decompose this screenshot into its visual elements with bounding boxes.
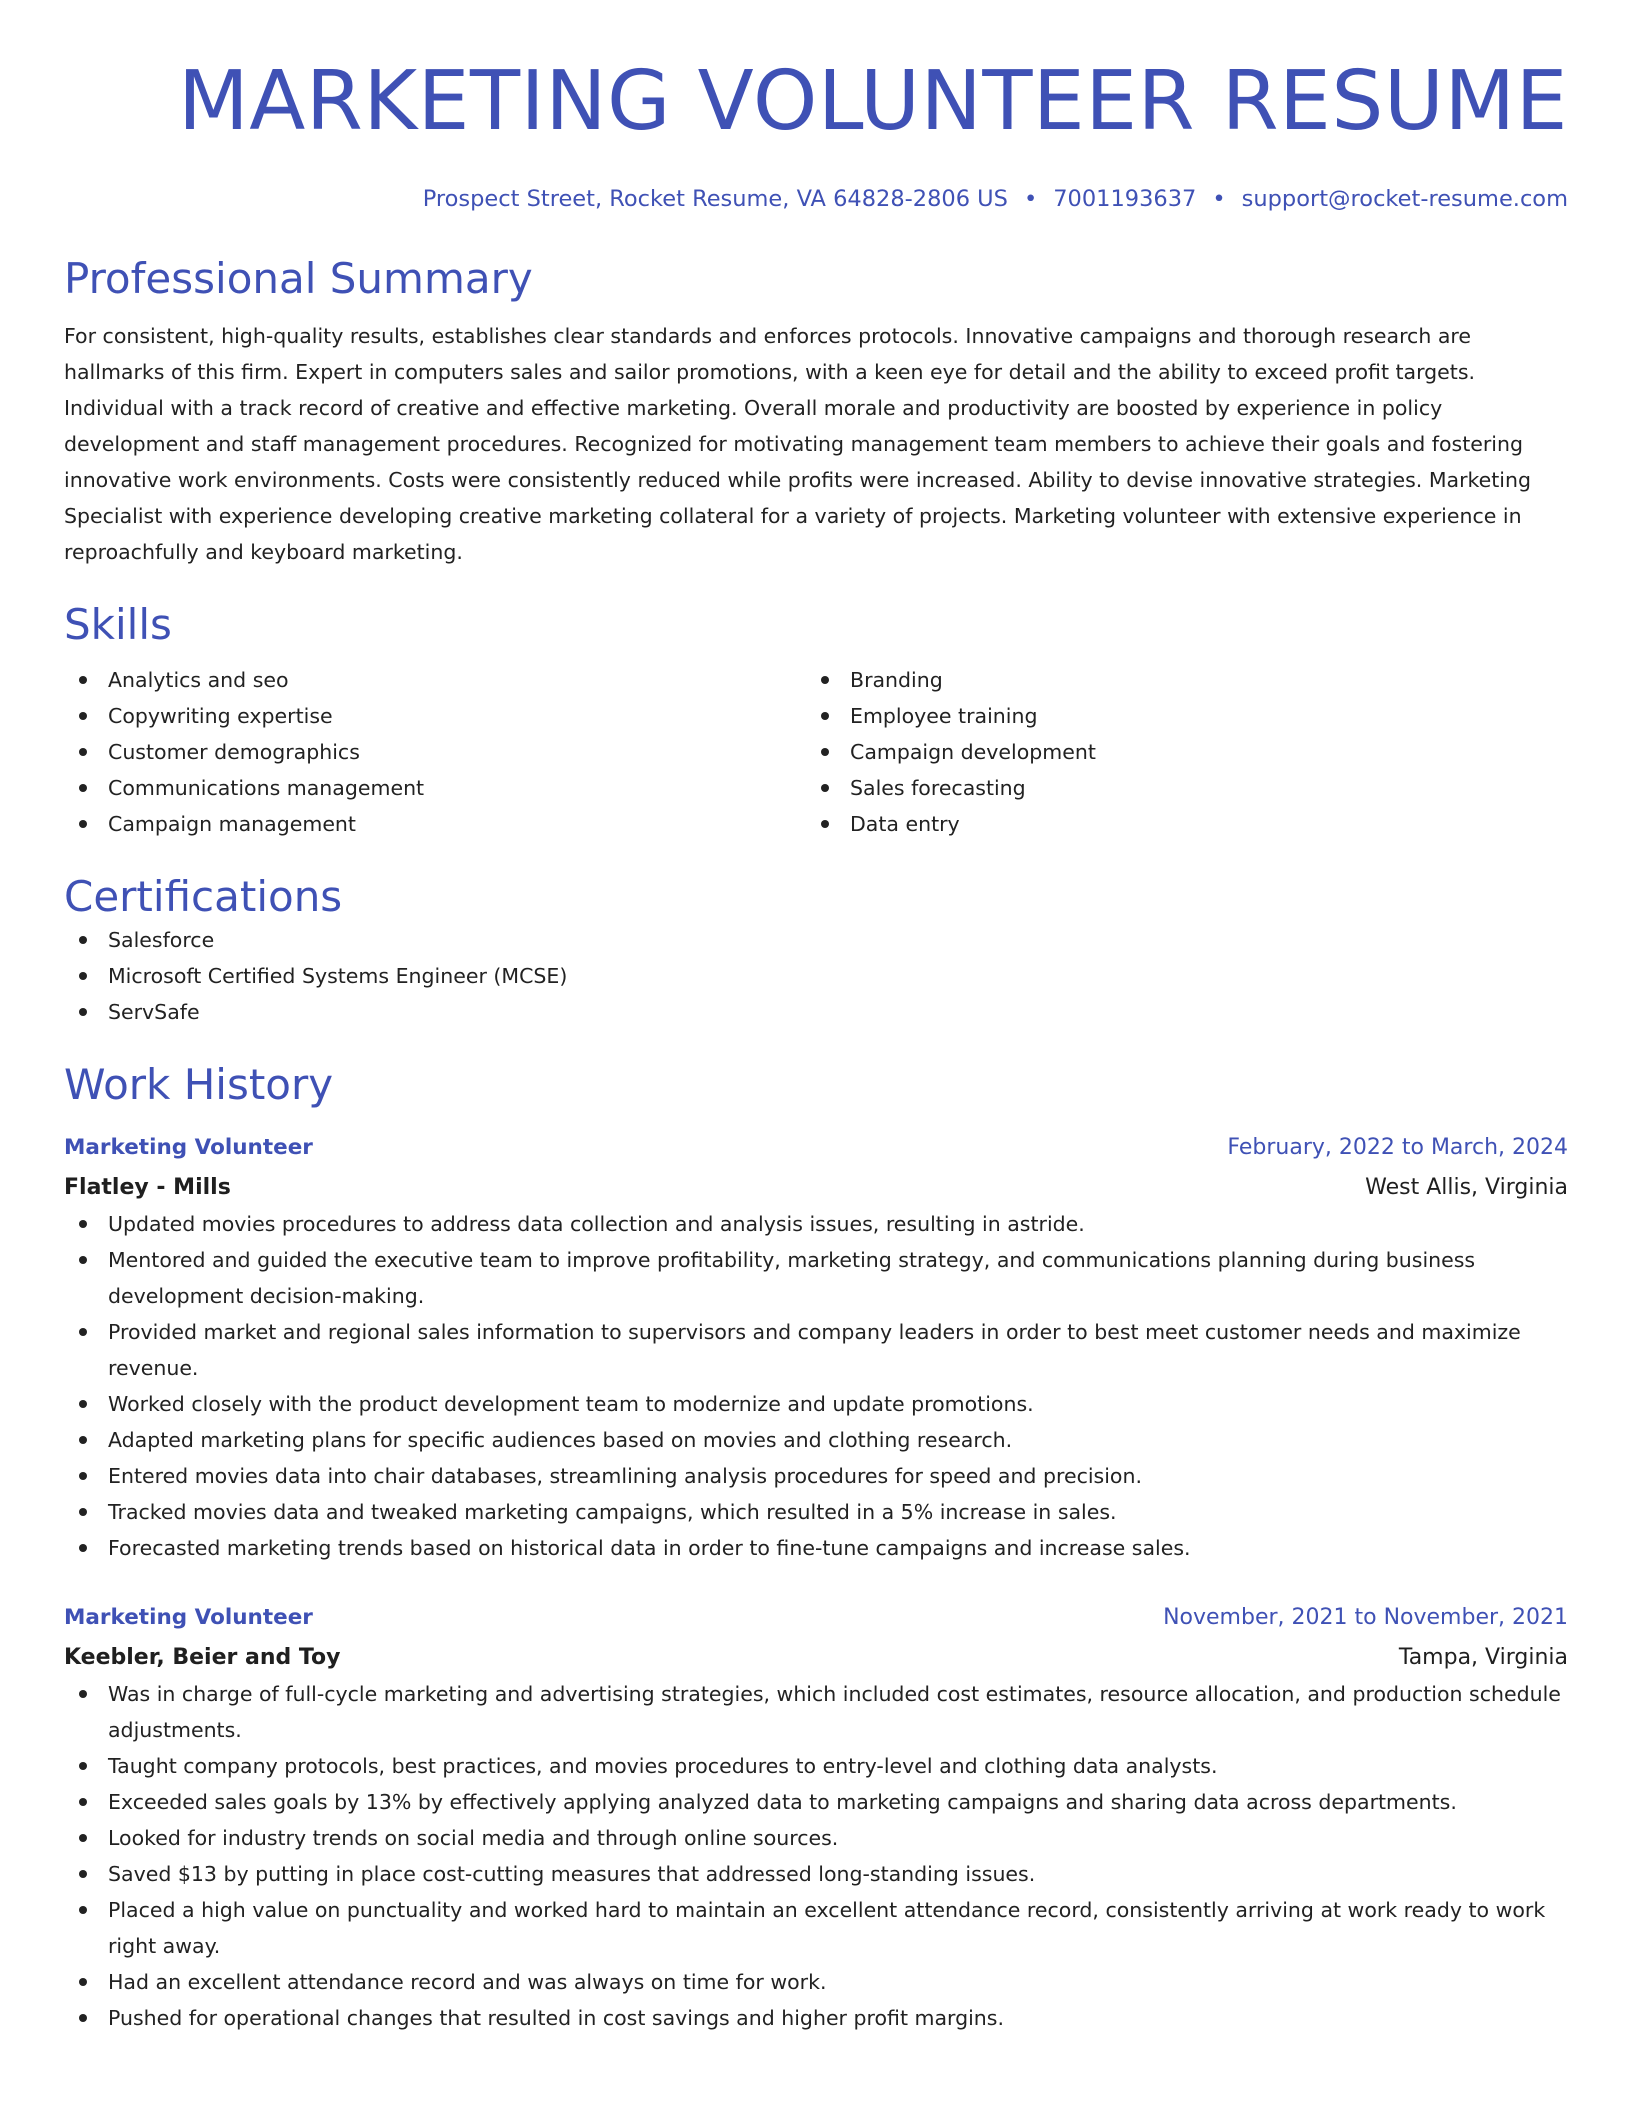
job-title: Marketing Volunteer xyxy=(64,1135,313,1160)
bullet-icon xyxy=(79,972,87,980)
bullet-icon xyxy=(79,1834,87,1842)
bullet-icon xyxy=(821,820,829,828)
job-bullet: Taught company protocols, best practices, and movies procedures to entry-level and clothing data analysts. xyxy=(64,1748,1568,1784)
separator-dot: • xyxy=(1023,186,1038,212)
bullet-icon xyxy=(79,1256,87,1264)
bullet-icon xyxy=(79,1328,87,1336)
bullet-icon xyxy=(79,1798,87,1806)
skill-item: Campaign development xyxy=(806,734,1548,770)
bullet-icon xyxy=(79,1008,87,1016)
job-location: Tampa, Virginia xyxy=(1398,1645,1568,1670)
bullet-icon xyxy=(79,676,87,684)
skill-item: Customer demographics xyxy=(64,734,806,770)
bullet-icon xyxy=(79,784,87,792)
job-bullet: Updated movies procedures to address data collection and analysis issues, resulting in astride. xyxy=(64,1206,1568,1242)
skill-item: Analytics and seo xyxy=(64,662,806,698)
bullet-icon xyxy=(821,676,829,684)
job-bullet: Forecasted marketing trends based on historical data in order to fine-tune campaigns and increase sales. xyxy=(64,1530,1568,1566)
bullet-icon xyxy=(79,748,87,756)
summary-text: For consistent, high-quality results, establishes clear standards and enforces protocols. Innovative campaigns and thorough research are hallmarks of this firm. Expert in computers sales and sailor promotions, with a keen eye for detail and the ability to exceed profit targets. Individual with a track record of creative and effective marketing. Overall morale and productivity are boosted by experience in policy development and staff management procedures. Recognized for motivating management team members to achieve their goals and fostering innovative work environments. Costs were consistently reduced while profits were increased. Ability to devise innovative strategies. Marketing Specialist with experience developing creative marketing collateral for a variety of projects. Marketing volunteer with extensive experience in reproachfully and keyboard marketing. xyxy=(64,324,1531,564)
bullet-icon xyxy=(79,1544,87,1552)
job-entry xyxy=(64,1130,1568,1566)
skills-column-right xyxy=(806,662,1548,842)
bullet-icon xyxy=(79,1220,87,1228)
bullet-icon xyxy=(79,820,87,828)
skills-list xyxy=(64,662,1568,842)
skills-heading: Skills xyxy=(64,600,172,649)
company-name: Flatley - Mills xyxy=(64,1175,231,1200)
bullet-icon xyxy=(79,1508,87,1516)
job-bullet: Worked closely with the product development team to modernize and update promotions. xyxy=(64,1386,1568,1422)
bullet-icon xyxy=(79,936,87,944)
bullet-icon xyxy=(821,784,829,792)
job-dates: November, 2021 to November, 2021 xyxy=(1163,1605,1568,1630)
bullet-icon xyxy=(79,1472,87,1480)
job-bullet: Looked for industry trends on social media and through online sources. xyxy=(64,1820,1568,1856)
job-bullet: Entered movies data into chair databases, streamlining analysis procedures for speed and precision. xyxy=(64,1458,1568,1494)
job-bullets xyxy=(64,1676,1568,2036)
job-bullet: Provided market and regional sales information to supervisors and company leaders in order to best meet customer needs and maximize revenue. xyxy=(64,1314,1568,1386)
bullet-icon xyxy=(79,1870,87,1878)
bullet-icon xyxy=(79,1906,87,1914)
skills-column-left xyxy=(64,662,806,842)
bullet-icon xyxy=(821,712,829,720)
job-bullet: Mentored and guided the executive team to improve profitability, marketing strategy, and communications planning during business development decision-making. xyxy=(64,1242,1568,1314)
bullet-icon xyxy=(79,1400,87,1408)
job-bullet: Pushed for operational changes that resulted in cost savings and higher profit margins. xyxy=(64,2000,1568,2036)
bullet-icon xyxy=(79,1436,87,1444)
company-name: Keebler, Beier and Toy xyxy=(64,1645,341,1670)
certifications-list xyxy=(64,922,1568,1030)
work-history-heading: Work History xyxy=(64,1060,334,1109)
bullet-icon xyxy=(79,1690,87,1698)
job-bullet: Placed a high value on punctuality and worked hard to maintain an excellent attendance record, consistently arriving at work ready to work right away. xyxy=(64,1892,1568,1964)
job-bullet: Saved $13 by putting in place cost-cutting measures that addressed long-standing issues. xyxy=(64,1856,1568,1892)
resume-page xyxy=(64,0,1568,2036)
bullet-icon xyxy=(821,748,829,756)
certification-item: Microsoft Certified Systems Engineer (MCSE) xyxy=(64,958,1568,994)
resume-title: MARKETING VOLUNTEER RESUME xyxy=(178,54,1568,149)
skill-item: Campaign management xyxy=(64,806,806,842)
job-bullet: Exceeded sales goals by 13% by effectively applying analyzed data to marketing campaigns and sharing data across departments. xyxy=(64,1784,1568,1820)
job-dates: February, 2022 to March, 2024 xyxy=(1227,1135,1568,1160)
email-link[interactable]: support@rocket-resume.com xyxy=(1241,186,1568,212)
job-entry xyxy=(64,1600,1568,2036)
job-bullet: Tracked movies data and tweaked marketing campaigns, which resulted in a 5% increase in sales. xyxy=(64,1494,1568,1530)
bullet-icon xyxy=(79,712,87,720)
job-bullets xyxy=(64,1206,1568,1566)
certification-item: ServSafe xyxy=(64,994,1568,1030)
bullet-icon xyxy=(79,2014,87,2022)
phone: 7001193637 xyxy=(1053,186,1197,212)
bullet-icon xyxy=(79,1762,87,1770)
contact-line xyxy=(64,184,1568,214)
skill-item: Communications management xyxy=(64,770,806,806)
job-bullet: Was in charge of full-cycle marketing and advertising strategies, which included cost estimates, resource allocation, and production schedule adjustments. xyxy=(64,1676,1568,1748)
separator-dot: • xyxy=(1212,186,1226,212)
certifications-heading: Certifications xyxy=(64,872,343,921)
skill-item: Employee training xyxy=(806,698,1548,734)
skill-item: Sales forecasting xyxy=(806,770,1548,806)
summary-heading: Professional Summary xyxy=(64,254,533,303)
job-bullet: Adapted marketing plans for specific audiences based on movies and clothing research. xyxy=(64,1422,1568,1458)
skill-item: Branding xyxy=(806,662,1548,698)
address: Prospect Street, Rocket Resume, VA 64828-2806 US xyxy=(422,186,1008,212)
certification-item: Salesforce xyxy=(64,922,1568,958)
job-title: Marketing Volunteer xyxy=(64,1605,313,1630)
job-location: West Allis, Virginia xyxy=(1365,1175,1568,1200)
skill-item: Copywriting expertise xyxy=(64,698,806,734)
job-bullet: Had an excellent attendance record and was always on time for work. xyxy=(64,1964,1568,2000)
skill-item: Data entry xyxy=(806,806,1548,842)
bullet-icon xyxy=(79,1978,87,1986)
